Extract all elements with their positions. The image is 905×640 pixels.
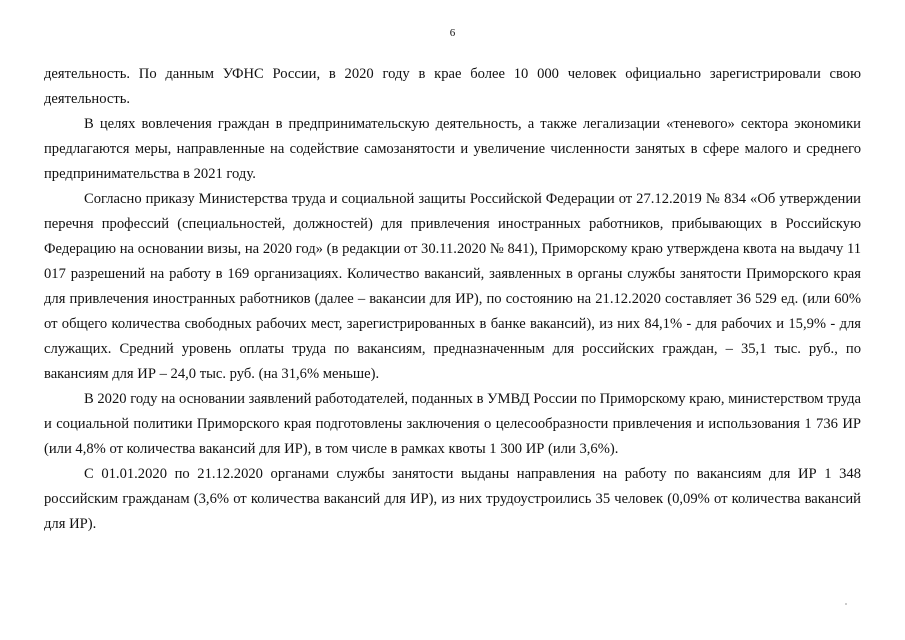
paragraph-continuation: деятельность. По данным УФНС России, в 2020 году в крае более 10 000 человек официально зарегистрировали свою деятельность. bbox=[44, 66, 861, 107]
paragraph-referrals: С 01.01.2020 по 21.12.2020 органами службы занятости выданы направления на работу по вакансиям для ИР 1 348 российским гражданам (3,6% от количества вакансий для ИР), из них трудоустроились 35 человек (0,09% от количества вакансий для ИР). bbox=[44, 466, 861, 532]
paragraph-conclusions: В 2020 году на основании заявлений работодателей, поданных в УМВД России по Приморскому краю, министерством труда и социальной политики Приморского края подготовлены заключения о целесообразности привлечения и использования 1 736 ИР (или 4,8% от количества вакансий для ИР), в том числе в рамках квоты 1 300 ИР (или 3,6%). bbox=[44, 391, 861, 457]
scan-artifact bbox=[845, 603, 847, 605]
page-number: 6 bbox=[449, 27, 456, 39]
document-body bbox=[44, 62, 861, 537]
paragraph-quota: Согласно приказу Министерства труда и социальной защиты Российской Федерации от 27.12.2019 № 834 «Об утверждении перечня профессий (специальностей, должностей) для привлечения иностранных работников, прибывающих в Российскую Федерацию на основании визы, на 2020 год» (в редакции от 30.11.2020 № 841), Приморскому краю утверждена квота на выдачу 11 017 разрешений на работу в 169 организациях. Количество вакансий, заявленных в органы службы занятости Приморского края для привлечения иностранных работников (далее – вакансии для ИР), по состоянию на 21.12.2020 составляет 36 529 ед. (или 60% от общего количества свободных рабочих мест, зарегистрированных в банке вакансий), из них 84,1% - для рабочих и 15,9% - для служащих. Средний уровень оплаты труда по вакансиям, предназначенным для российских граждан, – 35,1 тыс. руб., по вакансиям для ИР – 24,0 тыс. руб. (на 31,6% меньше). bbox=[44, 191, 861, 382]
paragraph-measures: В целях вовлечения граждан в предпринимательскую деятельность, а также легализации «теневого» сектора экономики предлагаются меры, направленные на содействие самозанятости и увеличение численности занятых в сфере малого и среднего предпринимательства в 2021 году. bbox=[44, 116, 861, 182]
